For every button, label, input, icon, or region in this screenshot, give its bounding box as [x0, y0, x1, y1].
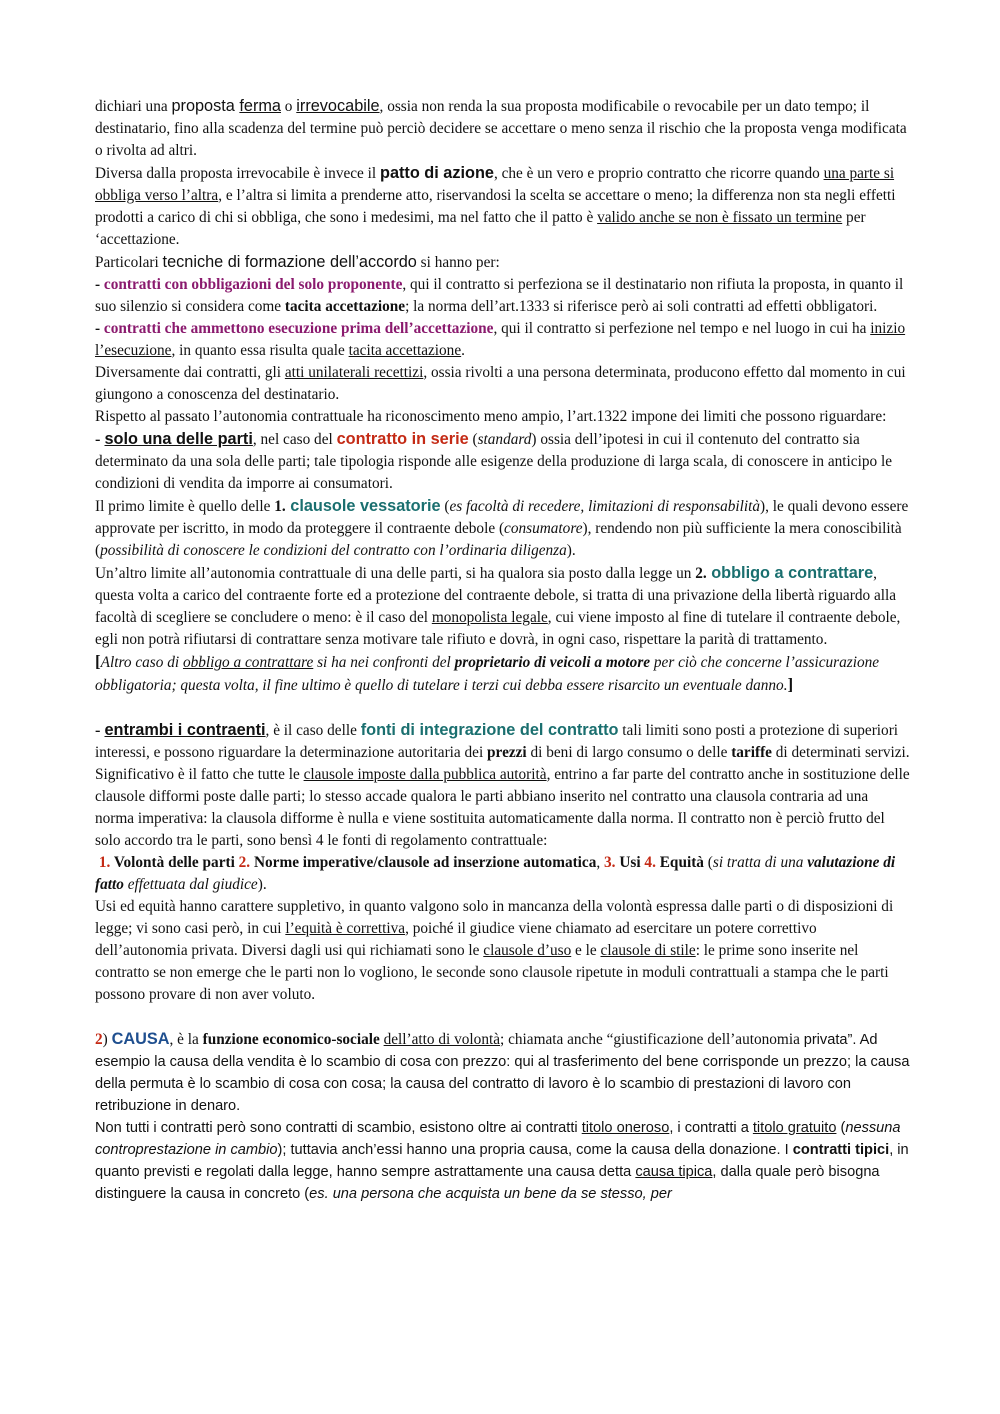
text: , dalla quale però bisogna distinguere la causa in concreto (: [95, 1164, 880, 1202]
number-label: 2: [95, 1031, 103, 1048]
bold-italic-text: valutazione di fatto: [95, 854, 896, 893]
open-bracket: [: [95, 652, 101, 671]
bullet-dash: -: [95, 320, 104, 337]
term-ferma: ferma: [239, 97, 281, 115]
underlined-text: clausole imposte dalla pubblica autorità: [303, 766, 547, 783]
text: di beni di largo consumo o delle: [526, 744, 732, 761]
paragraph-fonti-list: [95, 852, 910, 896]
term-irrevocabile: irrevocabile: [296, 97, 380, 115]
underlined-text: obbligo a contrattare: [182, 654, 314, 671]
number-label: 1.: [98, 854, 111, 871]
text: , qui il contratto si perfezione nel tempo e nel luogo in cui ha: [493, 320, 871, 337]
text: di determinati servizi. Significativo è il fatto che tutte le: [95, 744, 910, 783]
underlined-text: clausole d’uso: [483, 942, 572, 959]
term-clausole-vessatorie: clausole vessatorie: [285, 497, 441, 515]
bold-text: proprietario di veicoli a motore: [454, 654, 651, 671]
text: Il primo limite è quello delle: [95, 498, 275, 515]
bold-text: Usi: [615, 854, 645, 871]
heading-causa: CAUSA: [111, 1030, 170, 1048]
underlined-text: titolo oneroso: [581, 1120, 670, 1136]
underlined-text: una parte si obbliga verso l’altra: [95, 165, 895, 204]
italic-text: consumatore: [504, 520, 583, 537]
paragraph-tecniche: [95, 251, 910, 274]
number-label: 2.: [695, 565, 707, 582]
paragraph-contratti-scambio: [95, 1117, 910, 1205]
term-proposta: proposta: [171, 97, 240, 115]
text: dichiari una: [95, 98, 172, 115]
text: ; la norma dell’art.1333 si riferisce però ai soli contratti ad effetti obbligatori.: [405, 298, 878, 315]
text: , in quanto previsti e regolati dalla legge, hanno sempre astrattamente una causa detta: [95, 1142, 909, 1180]
text: Diversamente dai contratti, gli: [95, 364, 285, 381]
document-page: [95, 95, 910, 1205]
text: (: [468, 431, 478, 448]
text: (: [440, 498, 450, 515]
underlined-text: inizio l’esecuzione: [95, 320, 906, 359]
spacer: [95, 697, 910, 719]
text: , cui viene imposto al fine di tutelare il contraente debole, egli non potrà rifiutarsi di contrattare senza motivare tale rifiuto e dovrà, in ogni caso, rispettare la parità di trattamento.: [95, 609, 901, 648]
bullet-dash: -: [95, 720, 105, 739]
paragraph-atti-unilaterali: [95, 362, 910, 406]
text: tali limiti sono posti a protezione di superiori interessi, e possono riguardare la determinazione autoritaria dei: [95, 722, 899, 761]
underlined-text: monopolista legale: [431, 609, 548, 626]
text: , ossia non renda la sua proposta modificabile o revocabile per un dato tempo; il destinatario, fino alla scadenza del termine può perciò decidere se accettare o meno senza il rischio che la proposta venga modificata o rivolta ad altri.: [95, 98, 907, 159]
italic-text: Altro caso di: [100, 654, 183, 671]
text: .: [783, 677, 788, 694]
bullet-dash: -: [95, 276, 104, 293]
text: ,: [596, 854, 605, 871]
number-label: 1.: [274, 498, 286, 515]
text: , entrino a far parte del contratto anche in sostituzione delle clausole difformi poste dalle parti; lo stesso accade qualora le parti abbiano inserito nel contratto una clausola contraria ad una norma imperativa: la clausola difforme è nulla e viene sostituita automaticamente dalla norma. Il contratto non è perciò frutto del solo accordo tra le parti, sono bensì 4 le fonti di regolamento contrattuale:: [95, 766, 910, 849]
text: Non tutti i contratti però sono contratti di scambio, esistono oltre ai contratti: [95, 1120, 582, 1136]
underlined-text: valido anche se non è fissato un termine: [597, 209, 843, 226]
text: (: [703, 854, 713, 871]
spacer: [95, 1006, 910, 1028]
underlined-text: clausole di stile: [600, 942, 696, 959]
underlined-text: dell’atto di volontà: [383, 1031, 501, 1048]
paragraph-limiti: [95, 406, 910, 428]
italic-text: nessuna controprestazione in cambio: [95, 1120, 901, 1158]
term-fonti-integrazione: fonti di integrazione del contratto: [360, 721, 619, 739]
number-label: 2.: [238, 854, 251, 871]
italic-text: es. una persona che acquista un bene da se stesso, per: [309, 1186, 672, 1202]
paragraph-clausole-vessatorie: [95, 495, 910, 562]
underlined-text: titolo gratuito: [752, 1120, 837, 1136]
paragraph-patto-di-azione: [95, 162, 910, 251]
paragraph-entrambi-contraenti: [95, 719, 910, 852]
bold-text: contratti tipici: [792, 1142, 890, 1158]
text: ).: [257, 876, 267, 893]
text: ) ossia dell’ipotesi in cui il contenuto del contratto sia determinato da una sola delle parti; tale tipologia risponde alle esigenze della produzione di larga scala, di conoscere in anticipo le condizioni di vendita da imporre ai consumatori.: [95, 431, 892, 492]
text: Usi ed equità hanno carattere suppletivo, in quanto valgono solo in mancanza della volontà espressa dalle parti o di disposizioni di legge; vi sono casi però, in cui: [95, 898, 894, 937]
paragraph-solo-una-parte: [95, 428, 910, 495]
underlined-text: causa tipica: [635, 1164, 713, 1180]
bold-text: tariffe: [731, 744, 772, 761]
number-label: 4.: [644, 854, 656, 871]
bold-text: tacita accettazione: [284, 298, 406, 315]
text: Diversa dalla proposta irrevocabile è invece il: [95, 165, 380, 182]
italic-text: possibilità di conoscere le condizioni del contratto con l’ordinaria diligenza: [100, 542, 567, 559]
text: , in quanto essa risulta quale: [171, 342, 349, 359]
italic-text: effettuata dal giudice: [123, 876, 258, 893]
paragraph-causa: [95, 1028, 910, 1117]
text: , i contratti a: [669, 1120, 753, 1136]
bold-text: Volontà delle parti: [110, 854, 239, 871]
bold-text: Norme imperative/clausole ad inserzione automatica: [250, 854, 597, 871]
italic-text: si tratta di una: [712, 854, 808, 871]
text: Rispetto al passato l’autonomia contrattuale ha riconoscimento meno ampio, l’art.1322 impone dei limiti che possono riguardare:: [95, 408, 887, 425]
italic-text: standard: [477, 431, 532, 448]
italic-text: si ha nei confronti del: [313, 654, 455, 671]
term-contratto-in-serie: contratto in serie: [336, 430, 469, 448]
paragraph-obbligo-contrattare: [95, 562, 910, 651]
text: ), rendendo non più sufficiente la mera conoscibilità (: [95, 520, 902, 559]
paragraph-esecuzione: [95, 318, 910, 362]
text: Un’altro limite all’autonomia contrattuale di una delle parti, si ha qualora sia posto dalla legge un: [95, 565, 696, 582]
bullet-dash: -: [95, 429, 105, 448]
text: ), le quali devono essere approvate per iscritto, in modo da proteggere il contraente debole (: [95, 498, 909, 537]
text: , è il caso delle: [265, 722, 361, 739]
number-label: 3.: [604, 854, 616, 871]
text: : le prime sono inserite nel contratto se non emerge che le parti non lo vogliono, le seconde sono clausole ripetute in moduli contrattuali a stampa che le parti possono provare di non aver voluto.: [95, 942, 889, 1003]
paragraph-solo-proponente: [95, 274, 910, 318]
text: , questa volta a carico del contraente forte ed a protezione del contraente debole, si tratta di una privazione della libertà riguardo alla facoltà di scegliere se concludere o meno: è il caso del: [95, 565, 897, 626]
heading-solo-una-parte: solo una delle parti: [104, 430, 253, 448]
text: , poiché il giudice viene chiamato ad esercitare un potere correttivo dell’autonomia privata. Diversi dagli usi qui richiamati sono le: [95, 920, 817, 959]
term-patto-di-azione: patto di azione: [380, 164, 494, 182]
text: ); tuttavia anch’essi hanno una propria causa, come la causa della donazione. I: [277, 1142, 793, 1158]
text: , qui il contratto si perfeziona se il destinatario non rifiuta la proposta, in quanto il suo silenzio si considera come: [95, 276, 904, 315]
paragraph-proposta-ferma: [95, 95, 910, 162]
italic-text: es facoltà di recedere, limitazioni di responsabilità: [449, 498, 761, 515]
text: , e l’altra si limita a prenderne atto, riservandosi la scelta se accettare o meno; la differenza non sta negli effetti prodotti a carico di chi si obbliga, che sono i medesimi, ma nel fatto che il patto è: [95, 187, 896, 226]
text: e le: [571, 942, 601, 959]
text: per ‘accettazione.: [95, 209, 866, 248]
underlined-text: tacita accettazione: [348, 342, 462, 359]
paragraph-veicoli-note: [95, 651, 910, 697]
text: , è la: [169, 1031, 203, 1048]
text: , che è un vero e proprio contratto che ricorre quando: [493, 165, 824, 182]
text: .: [461, 342, 465, 359]
heading-entrambi-contraenti: entrambi i contraenti: [104, 721, 266, 739]
text: o: [280, 98, 297, 115]
underlined-text: l’equità è correttiva: [285, 920, 406, 937]
bold-text: funzione economico-sociale: [202, 1031, 380, 1048]
italic-text: per ciò che concerne l’assicurazione obbligatoria; questa volta, il fine ultimo è quello di tutelare i terzi cui debba essere risarcito un eventuale danno: [95, 654, 880, 694]
text: privata”. Ad esempio la causa della vendita è lo scambio di cosa con prezzo: qui al trasferimento del bene corrisponde un prezzo; la causa della permuta è lo scambio di cosa con cosa; la causa del contratto di lavoro è lo scambio di prestazioni di lavoro con retribuzione in denaro.: [95, 1032, 910, 1114]
bold-text: prezzi: [487, 744, 527, 761]
text: ; chiamata anche “giustificazione dell’autonomia: [500, 1031, 804, 1048]
heading-esecuzione: contratti che ammettono esecuzione prima dell’accettazione: [103, 320, 494, 337]
text: , ossia rivolti a una persona determinata, producono effetto dal momento in cui giungono a conoscenza del destinatario.: [95, 364, 906, 403]
paragraph-usi-equita: [95, 896, 910, 1006]
bold-text: Equità: [655, 854, 704, 871]
term-obbligo-a-contrattare: obbligo a contrattare: [706, 564, 874, 582]
text: si hanno per:: [416, 254, 500, 271]
text: ): [102, 1031, 112, 1048]
underlined-text: atti unilaterali recettizi: [284, 364, 424, 381]
text: , nel caso del: [252, 431, 337, 448]
text: (: [836, 1120, 846, 1136]
heading-solo-proponente: contratti con obbligazioni del solo proponente: [103, 276, 403, 293]
term-tecniche-formazione: tecniche di formazione dell’accordo: [162, 253, 417, 271]
text: Particolari: [95, 254, 163, 271]
close-bracket: ]: [787, 675, 794, 694]
text: ).: [566, 542, 576, 559]
